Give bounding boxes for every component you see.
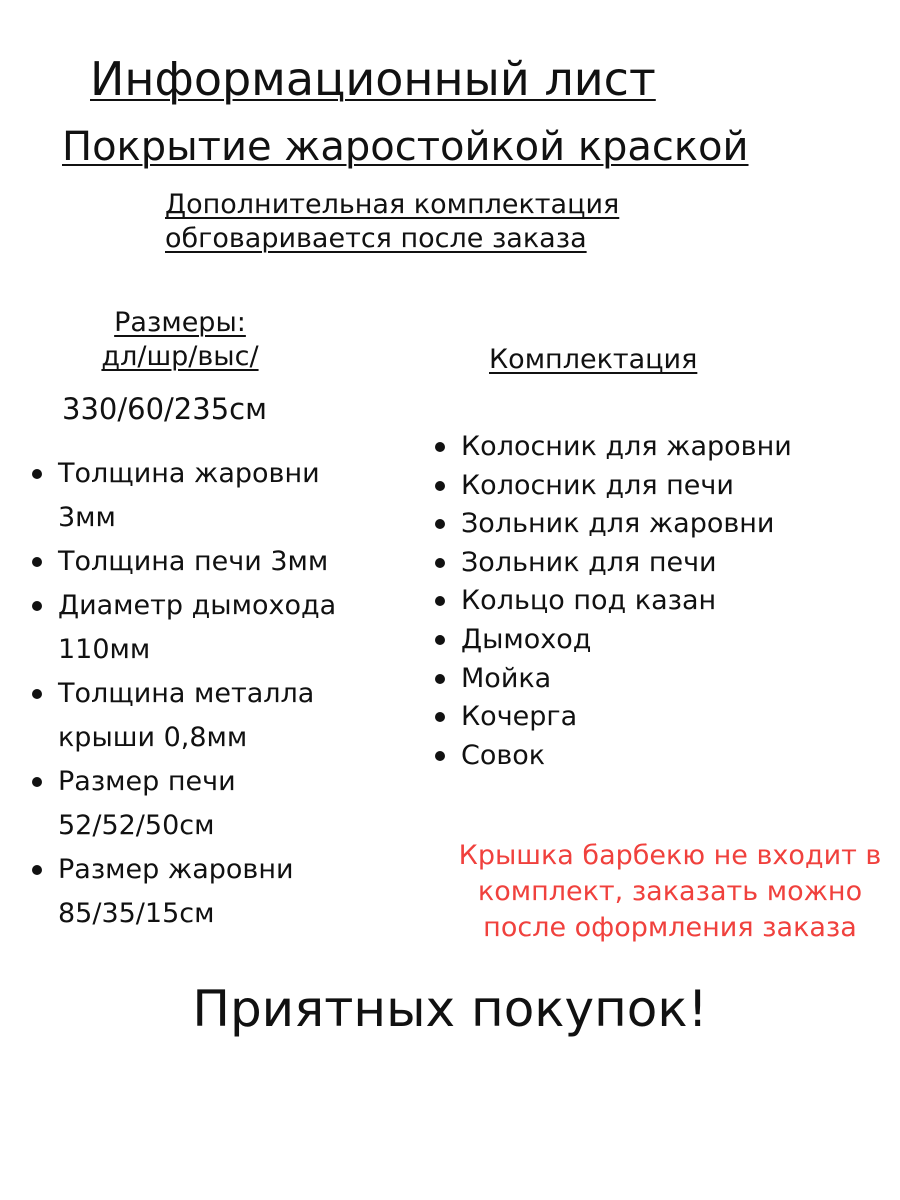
lid-warning-line: после оформления заказа (483, 912, 857, 943)
sizes-label (90, 306, 270, 374)
order-note (165, 188, 619, 256)
farewell-text: Приятных покупок! (192, 980, 708, 1038)
kit-item: Кольцо под казан (433, 582, 873, 621)
kit-label: Комплектация (489, 344, 698, 375)
order-note-line: обговаривается после заказа (165, 223, 587, 254)
kit-item: Совок (433, 737, 873, 776)
spec-item: Толщина печи 3мм (30, 540, 360, 584)
kit-list (433, 428, 873, 775)
page-title: Информационный лист (90, 52, 656, 106)
lid-warning-line: Крышка барбекю не входит в (458, 840, 882, 871)
spec-item: Размер жаровни 85/35/15см (30, 848, 360, 936)
kit-item: Зольник для жаровни (433, 505, 873, 544)
sizes-label-line: дл/шр/выс/ (101, 341, 259, 372)
spec-item: Толщина металла крыши 0,8мм (30, 672, 360, 760)
specs-list (30, 452, 360, 936)
spec-item: Толщина жаровни 3мм (30, 452, 360, 540)
sizes-label-line: Размеры: (114, 307, 246, 338)
lid-warning (440, 838, 900, 946)
lid-warning-line: комплект, заказать можно (477, 876, 863, 907)
spec-item: Размер печи 52/52/50см (30, 760, 360, 848)
kit-item: Зольник для печи (433, 544, 873, 583)
page-subtitle: Покрытие жаростойкой краской (62, 124, 749, 170)
kit-item: Колосник для жаровни (433, 428, 873, 467)
kit-item: Дымоход (433, 621, 873, 660)
kit-item: Кочерга (433, 698, 873, 737)
spec-item: Диаметр дымохода 110мм (30, 584, 360, 672)
kit-item: Мойка (433, 660, 873, 699)
order-note-line: Дополнительная комплектация (165, 189, 620, 220)
kit-item: Колосник для печи (433, 467, 873, 506)
sizes-value: 330/60/235см (62, 392, 267, 426)
